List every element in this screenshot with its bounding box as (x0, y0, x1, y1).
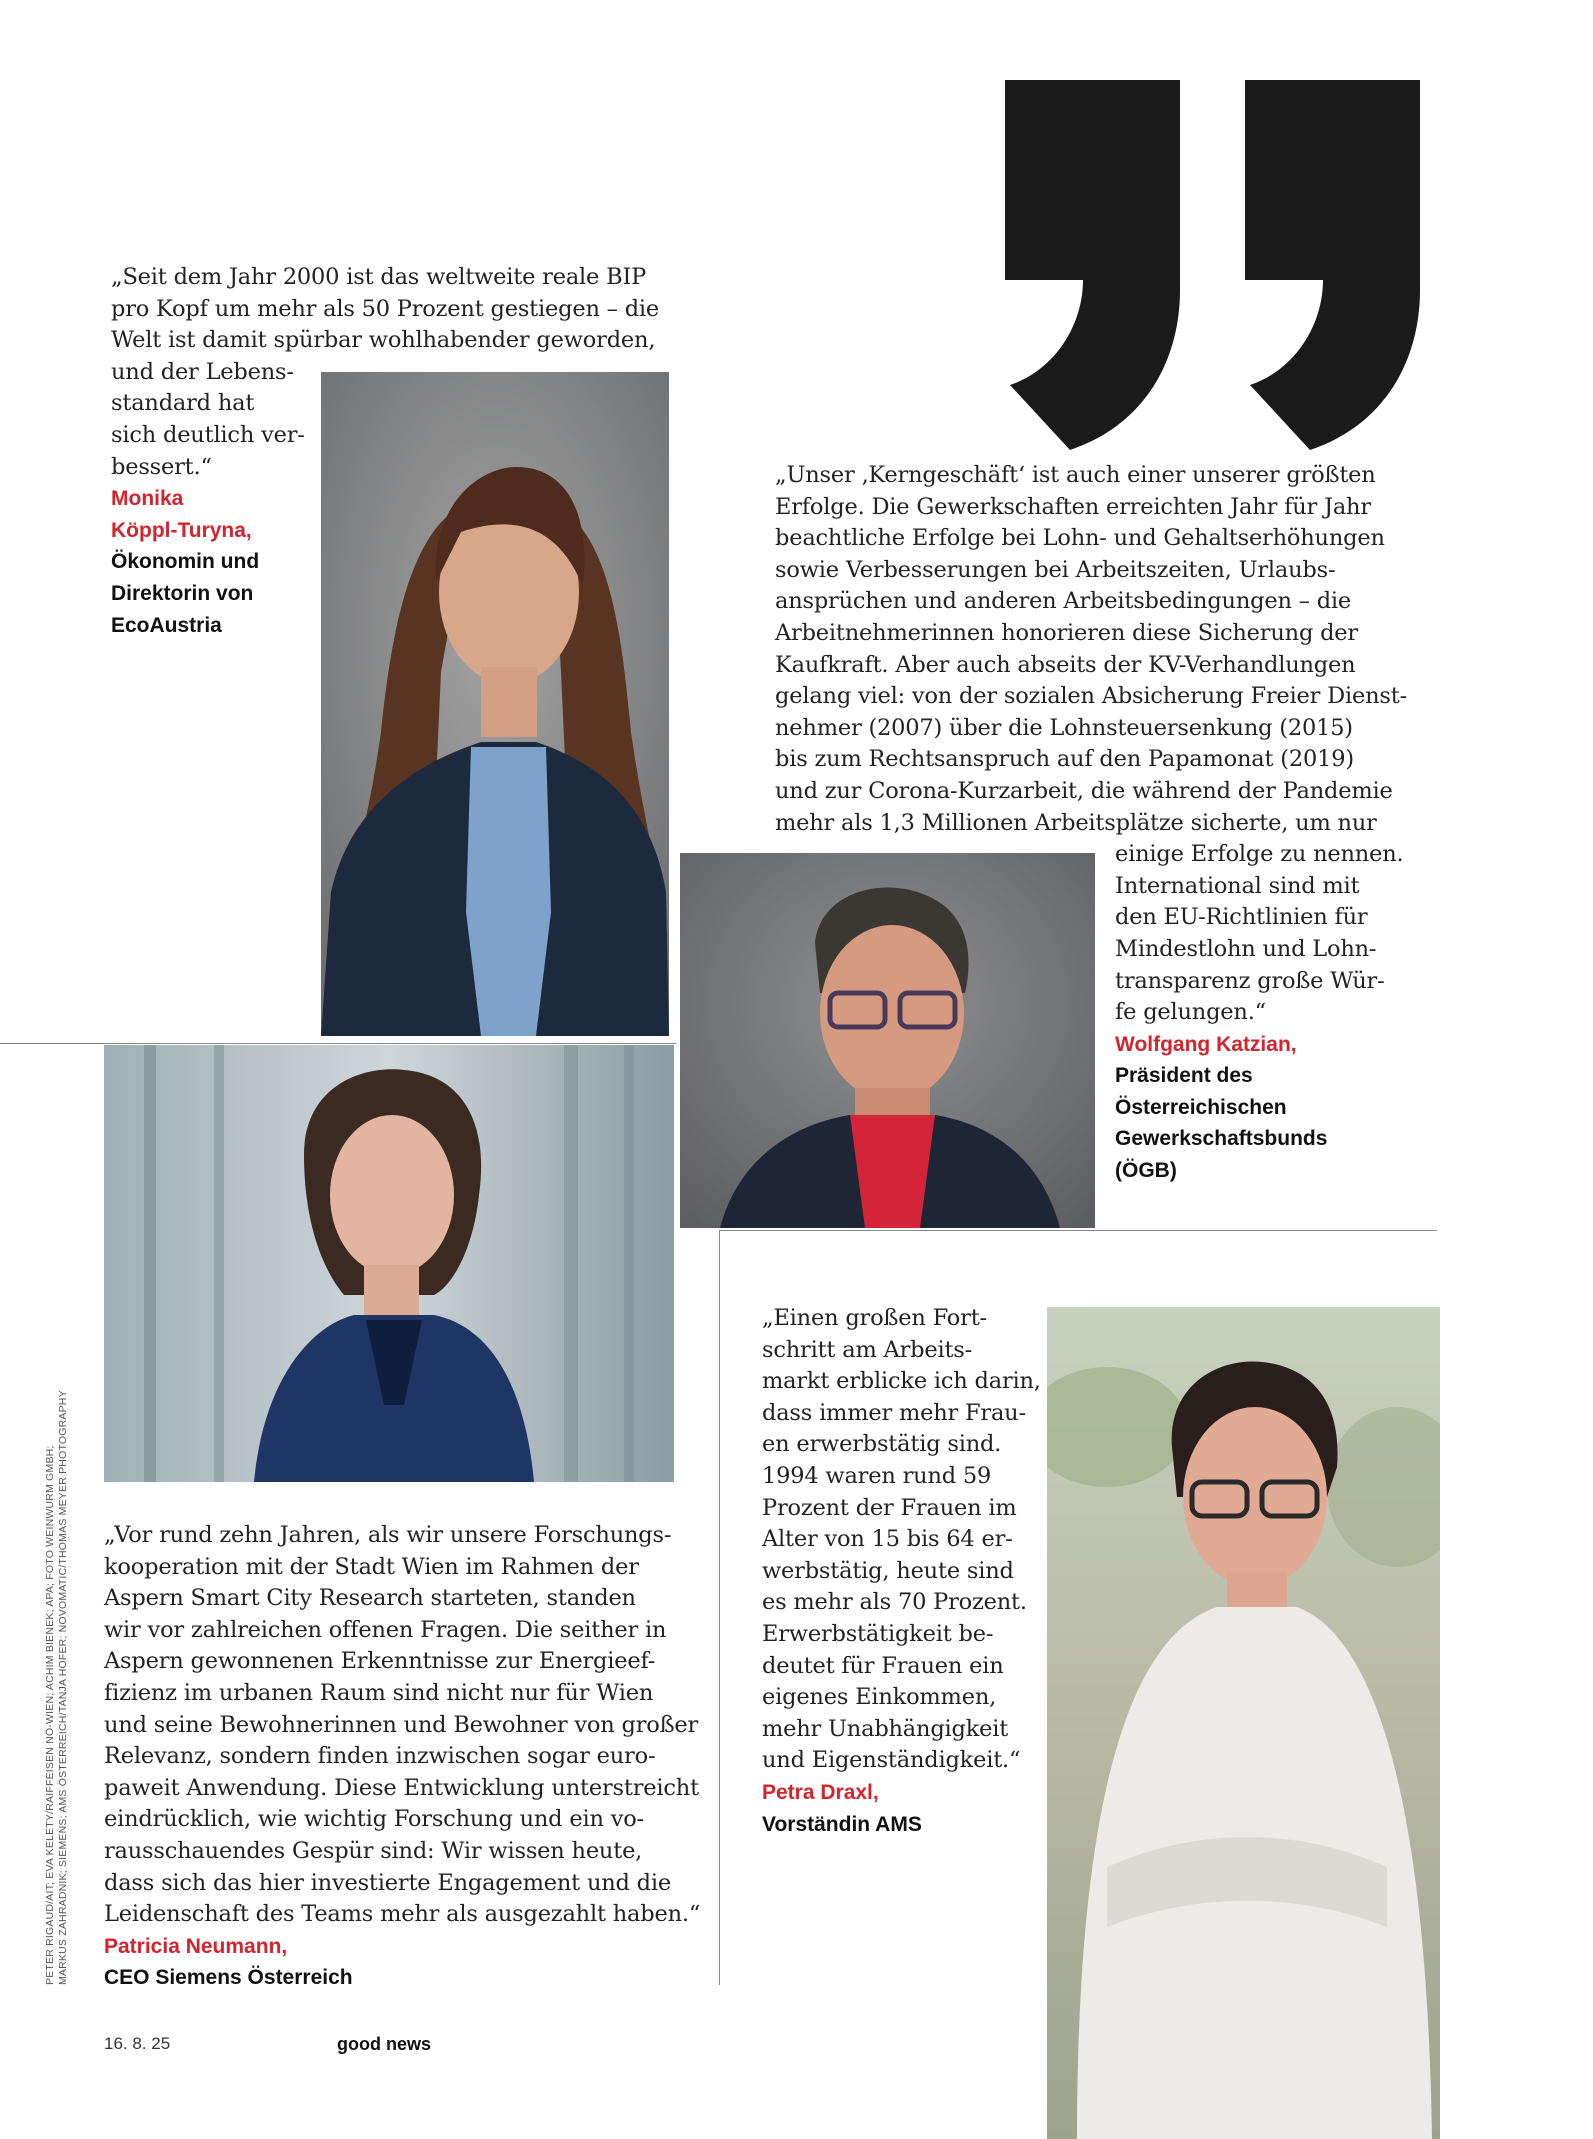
portrait-photo-draxl (1047, 1307, 1440, 2139)
quote-text: „Vor rund zehn Jahren, als wir unsere Forschungs- kooperation mit der Stadt Wien im Rahmen der Aspern Smart City Research starteten, standen wir vor zahlreichen offenen Fragen. Die seither in Aspern gewonnenen Erkenntnisse zur Energieef- fizienz im urbanen Raum sind nicht nur für Wien und seine Bewohnerinnen und Bewohner von großer Relevanz, sondern finden inzwischen sogar euro- paweit Anwendung. Diese Entwicklung unterstreicht eindrücklich, wie wichtig Forschung und ein vo- rausschauendes Gespür sind: Wir wissen heute, dass sich das hier investierte Engagement und die Leidenschaft des Teams mehr als ausgezahlt haben.“ (104, 1522, 701, 1928)
quote-text: „Einen großen Fort- schritt am Arbeits- markt erblicke ich darin, dass immer mehr Frau- en erwerbstätig sind. 1994 waren rund 59 Prozent der Frauen im Alter von 15 bis 64 er- werbstätig, heute sind es mehr als 70 Prozent. Erwerbstätigkeit be- deutet für Frauen ein eigenes Einkommen, mehr Unabhängigkeit und Eigenständigkeit.“ (762, 1305, 1041, 1774)
person-name: Wolfgang Katzian, (1115, 1032, 1297, 1056)
person-name: Monika Köppl-Turyna, (111, 487, 252, 542)
person-role: Ökonomin und Direktorin von EcoAustria (111, 550, 260, 637)
person-role: CEO Siemens Österreich (104, 1966, 353, 1990)
person-name: Patricia Neumann, (104, 1934, 288, 1958)
photo-credit: PETER RIGAUD/AIT; EVA KELETY/RAIFFEISEN NÖ-WIEN; ACHIM BIENEK; APA; FOTO WEINWURM GMBH; MARKUS ZAHRADNIK; SIEMENS; AMS ÖSTERREICH/TANJA HOFER; NOVOMATIC/THOMAS MEYER PHOTOGRAPHY (44, 1390, 69, 1985)
quote-text: „Seit dem Jahr 2000 ist das weltweite reale BIP pro Kopf um mehr als 50 Prozent gestiegen – die Welt ist damit spürbar wohlhabender geworden, und der Lebens- standard hat sich deutlich ver- bessert.“ (111, 264, 660, 480)
quote-text: „Unser ‚Kerngeschäft‘ ist auch einer unserer größten Erfolge. Die Gewerkschaften erreichten Jahr für Jahr beachtliche Erfolge bei Lohn- und Gehaltserhöhungen sowie Verbesserungen bei Arbeitszeiten, Urlaubs- ansprüchen und anderen Arbeitsbedingungen – die Arbeitnehmerinnen honorieren diese Sicherung der Kaufkraft. Aber auch abseits der KV-Verhandlungen gelang viel: von der sozialen Absicherung Freier Dienst- nehmer (2007) über die Lohnsteuersenkung (2015) bis zum Rechtsanspruch auf den Papamonat (2019) und zur Corona-Kurzarbeit, die während der Pandemie mehr als 1,3 Millionen Arbeitsplätze sicherte, um nur einige Erfolge zu nennen. International sind mit den EU-Richtlinien für Mindestlohn und Lohn- transparenz große Wür- fe gelungen.“ (775, 462, 1407, 1026)
issue-date: 16. 8. 25 (104, 2034, 171, 2053)
publication-name: good news (337, 2034, 431, 2054)
quote-block-neumann (104, 1520, 724, 1994)
portrait-photo-neumann (104, 1045, 674, 1482)
quotation-mark-icon (995, 80, 1435, 455)
divider-line (0, 1043, 676, 1044)
portrait-photo-koeppl-turyna (321, 372, 669, 1036)
quote-block-draxl (762, 1303, 1042, 1840)
person-role: Vorständin AMS (762, 1812, 922, 1836)
person-name: Petra Draxl, (762, 1780, 879, 1804)
portrait-photo-katzian (680, 853, 1095, 1228)
divider-line (719, 1230, 1437, 1231)
person-role: Präsident des Österreichischen Gewerkschaftsbunds (ÖGB) (1115, 1064, 1328, 1183)
